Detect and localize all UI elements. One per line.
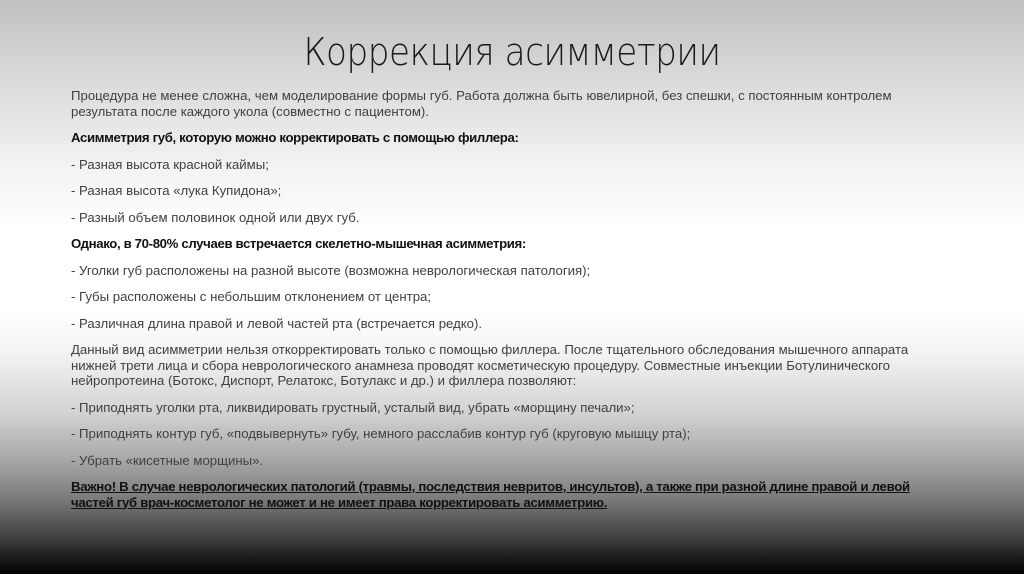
treatment-paragraph: Данный вид асимметрии нельзя откорректировать только с помощью филлера. После тщательного обследования мышечного аппарата нижней трети лица и сбора неврологического анамнеза проводят косметическую процедуру. Совместные инъекции Ботулинического нейропротеина (Ботокс, Диспорт, Релатокс, Ботулакс и др.) и филлера позволяют: bbox=[71, 342, 909, 388]
section-heading-skeletal: Однако, в 70-80% случаев встречается скелетно-мышечная асимметрия: bbox=[71, 236, 526, 251]
list-item: - Приподнять уголки рта, ликвидировать грустный, усталый вид, убрать «морщину печали»; bbox=[71, 399, 635, 415]
warning-note: Важно! В случае неврологических патологий (травмы, последствия невритов, инсультов), а также при разной длине правой и левой частей губ врач-косметолог не может и не имеет права корректировать асимметрию. bbox=[71, 479, 910, 510]
slide-content bbox=[71, 88, 951, 521]
list-item: - Губы расположены с небольшим отклонением от центра; bbox=[71, 289, 432, 304]
list-item: - Разная высота «лука Купидона»; bbox=[71, 183, 282, 198]
list-item: - Различная длина правой и левой частей рта (встречается редко). bbox=[71, 315, 483, 331]
section-heading-filler: Асимметрия губ, которую можно корректировать с помощью филлера: bbox=[71, 130, 519, 145]
list-item: - Разный объем половинок одной или двух губ. bbox=[71, 209, 360, 225]
intro-paragraph: Процедура не менее сложна, чем моделирование формы губ. Работа должна быть ювелирной, без спешки, с постоянным контролем результата после каждого укола (совместно с пациентом). bbox=[71, 88, 892, 119]
list-item: - Убрать «кисетные морщины». bbox=[71, 452, 264, 468]
list-item: - Приподнять контур губ, «подвывернуть» губу, немного расслабив контур губ (круговую мышцу рта); bbox=[71, 426, 691, 441]
slide-title: Коррекция асимметрии bbox=[303, 30, 721, 74]
list-item: - Разная высота красной каймы; bbox=[71, 156, 269, 172]
list-item: - Уголки губ расположены на разной высоте (возможна неврологическая патология); bbox=[71, 262, 591, 278]
